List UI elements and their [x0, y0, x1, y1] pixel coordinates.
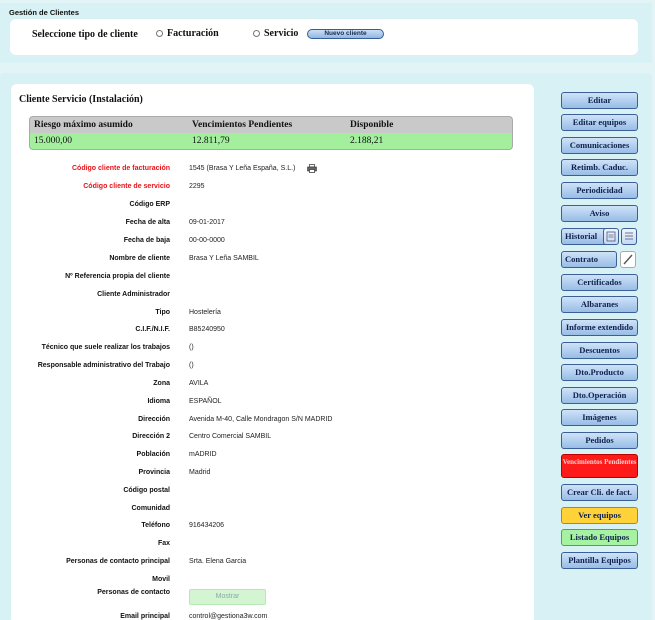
- risk-value-available: 2.188,21: [350, 136, 384, 146]
- field-label: Fecha de alta: [125, 219, 170, 226]
- field-label: Técnico que suele realizar los trabajos: [41, 344, 170, 351]
- field-value: mADRID: [189, 451, 217, 458]
- show-contacts-button[interactable]: Mostrar: [189, 589, 266, 605]
- field-value: B85240950: [189, 326, 225, 333]
- history-button[interactable]: Historial: [561, 228, 609, 245]
- field-value: Hostelería: [189, 309, 221, 316]
- field-label: Provincia: [138, 469, 170, 476]
- field-value: 2295: [189, 183, 205, 190]
- field-label: Nº Referencia propia del cliente: [65, 273, 170, 280]
- field-label: Dirección 2: [132, 433, 170, 440]
- client-type-box: [10, 19, 638, 55]
- communications-button[interactable]: Comunicaciones: [561, 137, 638, 154]
- radio-facturacion[interactable]: [156, 30, 163, 37]
- field-label: Zona: [153, 380, 170, 387]
- field-label: Fax: [157, 540, 170, 547]
- field-label: Idioma: [147, 398, 170, 405]
- pending-payments-button[interactable]: Vencimientos Pendientes: [561, 454, 638, 478]
- client-type-panel: [0, 3, 652, 63]
- risk-header-max: Riesgo máximo asumido: [34, 120, 133, 130]
- field-value: Brasa Y Leña SAMBIL: [189, 255, 259, 262]
- field-value: control@gestiona3w.com: [189, 613, 268, 620]
- field-label: Personas de contacto principal: [66, 558, 170, 565]
- field-value: Avenida M-40, Calle Mondragon S/N MADRID: [189, 416, 333, 423]
- extended-report-button[interactable]: Informe extendido: [561, 319, 638, 336]
- field-label: Responsable administrativo del Trabajo: [37, 362, 170, 369]
- field-label: Tipo: [155, 309, 170, 316]
- product-discount-button[interactable]: Dto.Producto: [561, 364, 638, 381]
- field-value: AVILA: [189, 380, 209, 387]
- field-value: (): [189, 344, 194, 351]
- client-type-label: Seleccione tipo de cliente: [32, 29, 138, 40]
- field-value: 916434206: [189, 522, 225, 529]
- field-label: Fecha de baja: [123, 237, 170, 244]
- view-equipment-button[interactable]: Ver equipos: [561, 507, 638, 524]
- radio-servicio[interactable]: [253, 30, 260, 37]
- field-label: Código cliente de facturación: [71, 165, 170, 172]
- risk-header-available: Disponible: [350, 120, 394, 130]
- field-value: 00-00-0000: [189, 237, 225, 244]
- notice-button[interactable]: Aviso: [561, 205, 638, 222]
- risk-table-header: [29, 116, 513, 133]
- field-label: Nombre de cliente: [109, 255, 170, 262]
- field-label: C.I.F./N.I.F.: [135, 326, 170, 333]
- risk-header-pending: Vencimientos Pendientes: [192, 120, 293, 130]
- equipment-list-button[interactable]: Listado Equipos: [561, 529, 638, 546]
- expired-stamps-button[interactable]: Retimb. Caduc.: [561, 159, 638, 176]
- risk-table-row: [29, 133, 513, 150]
- orders-button[interactable]: Pedidos: [561, 432, 638, 449]
- contract-button[interactable]: Contrato: [561, 251, 617, 268]
- periodicity-button[interactable]: Periodicidad: [561, 182, 638, 199]
- radio-servicio-label[interactable]: Servicio: [264, 28, 299, 39]
- operation-discount-button[interactable]: Dto.Operación: [561, 387, 638, 404]
- edit-button[interactable]: Editar: [561, 92, 638, 109]
- page-title: Gestión de Clientes: [9, 8, 80, 17]
- field-label: Email principal: [120, 613, 170, 620]
- field-label: Teléfono: [141, 522, 170, 529]
- risk-value-max: 15.000,00: [34, 136, 72, 146]
- images-button[interactable]: Imágenes: [561, 409, 638, 426]
- delivery-notes-button[interactable]: Albaranes: [561, 296, 638, 313]
- equipment-template-button[interactable]: Plantilla Equipos: [561, 552, 638, 569]
- field-value: Srta. Elena Garcia: [189, 558, 247, 565]
- field-label: Movil: [152, 576, 170, 583]
- field-value: Centro Comercial SAMBIL: [189, 433, 272, 440]
- field-label: Código cliente de servicio: [83, 183, 170, 190]
- client-title: Cliente Servicio (Instalación): [19, 94, 143, 105]
- field-value: Madrid: [189, 469, 211, 476]
- printer-icon[interactable]: [307, 164, 317, 173]
- history-list-icon[interactable]: [621, 228, 637, 245]
- create-billing-client-button[interactable]: Crear Cli. de fact.: [561, 484, 638, 501]
- field-label: Población: [136, 451, 170, 458]
- field-label: Cliente Administrador: [97, 291, 170, 298]
- new-client-button[interactable]: Nuevo cliente: [307, 29, 384, 39]
- field-label: Dirección: [138, 416, 170, 423]
- certificates-button[interactable]: Certificados: [561, 274, 638, 291]
- field-value: ESPAÑOL: [189, 398, 222, 405]
- field-value: 09-01-2017: [189, 219, 225, 226]
- pencil-icon[interactable]: [620, 251, 636, 268]
- risk-value-pending: 12.811,79: [192, 136, 230, 146]
- radio-facturacion-label[interactable]: Facturación: [167, 28, 219, 39]
- field-value: 1545 (Brasa Y Leña España, S.L.): [189, 165, 296, 172]
- history-folder-icon[interactable]: [603, 228, 619, 245]
- field-value: (): [189, 362, 194, 369]
- field-label: Código postal: [123, 487, 170, 494]
- field-label: Personas de contacto: [97, 589, 170, 596]
- field-label: Comunidad: [131, 505, 170, 512]
- discounts-button[interactable]: Descuentos: [561, 342, 638, 359]
- edit-equipment-button[interactable]: Editar equipos: [561, 114, 638, 131]
- field-label: Código ERP: [129, 201, 170, 208]
